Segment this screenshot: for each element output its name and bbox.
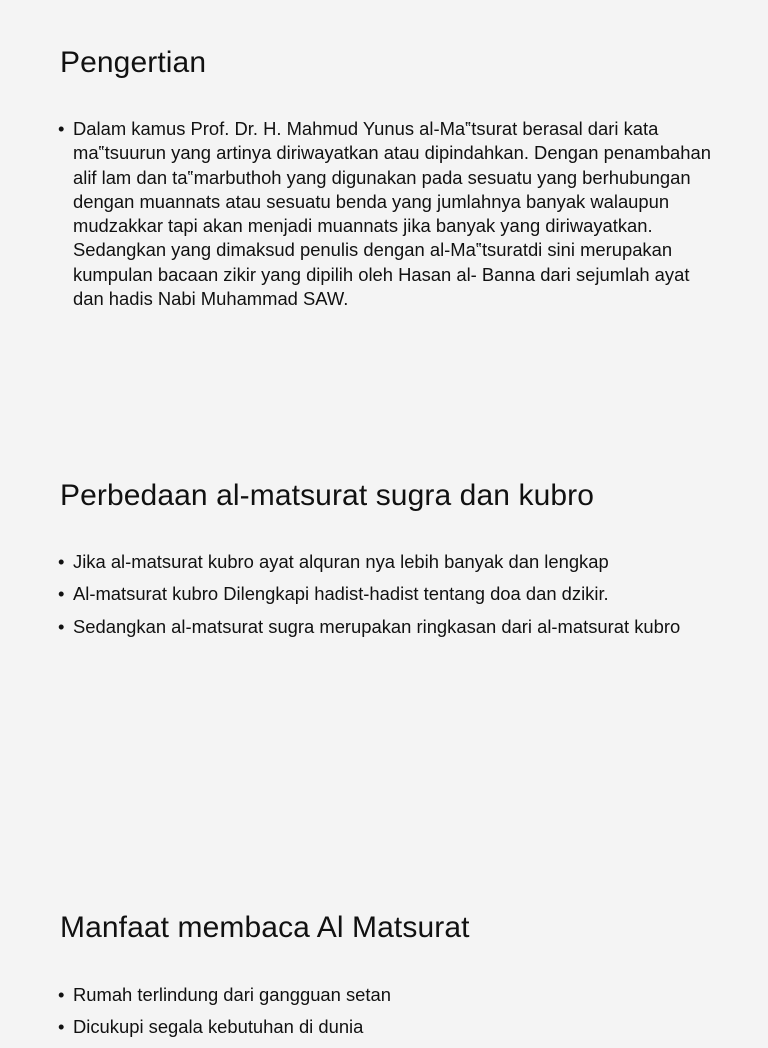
- bullet-text: Jika al-matsurat kubro ayat alquran nya lebih banyak dan lengkap: [73, 551, 609, 572]
- bullet-icon: •: [58, 1016, 65, 1038]
- bullet-item: [58, 983, 728, 1007]
- slide-title-prefix: Manfaat: [60, 911, 178, 944]
- bullet-item: [58, 615, 728, 639]
- bullet-list: [58, 983, 728, 1048]
- bullet-icon: •: [58, 118, 65, 139]
- bullet-text: Dalam kamus Prof. Dr. H. Mahmud Yunus al-Ma‟tsurat berasal dari kata ma‟tsuurun yang artinya diriwayatkan atau dipindahkan. Dengan penambahan alif lam dan ta‟marbuthoh yang digunakan pada sesuatu yang berhubungan dengan muannats atau sesuatu benda yang jumlahnya banyak walaupun mudzakkar tapi akan menjadi muannats jika banyak yang diriwayatkan. Sedangkan yang dimaksud penulis dengan al-Ma‟tsuratdi sini merupakan kumpulan bacaan zikir yang dipilih oleh Hasan al- Banna dari sejumlah ayat dan hadis Nabi Muhammad SAW.: [73, 118, 711, 310]
- bullet-item: [58, 1015, 728, 1039]
- bullet-icon: •: [58, 615, 65, 637]
- slide-manfaat: [0, 862, 768, 1038]
- slide-title-emphasis: membaca Al Matsurat: [177, 911, 470, 944]
- bullet-icon: •: [58, 984, 65, 1005]
- bullet-icon: •: [58, 583, 65, 605]
- bullet-list: [58, 550, 728, 647]
- bullet-icon: •: [58, 551, 65, 572]
- bullet-item: [58, 117, 718, 311]
- slide-title: [60, 910, 470, 946]
- bullet-list: [58, 117, 718, 311]
- slide-pengertian: [0, 0, 768, 430]
- slide-perbedaan: [0, 430, 768, 862]
- bullet-text: Al-matsurat kubro Dilengkapi hadist-hadist tentang doa dan dzikir.: [73, 583, 609, 605]
- bullet-text: Rumah terlindung dari gangguan setan: [73, 984, 391, 1005]
- bullet-item: [58, 550, 728, 574]
- slide-title: Perbedaan al-matsurat sugra dan kubro: [60, 479, 595, 512]
- slide-title: Pengertian: [60, 46, 207, 79]
- bullet-item: [58, 582, 728, 606]
- bullet-text: Sedangkan al-matsurat sugra merupakan ringkasan dari al-matsurat kubro: [73, 615, 681, 637]
- bullet-text: Dicukupi segala kebutuhan di dunia: [73, 1016, 364, 1038]
